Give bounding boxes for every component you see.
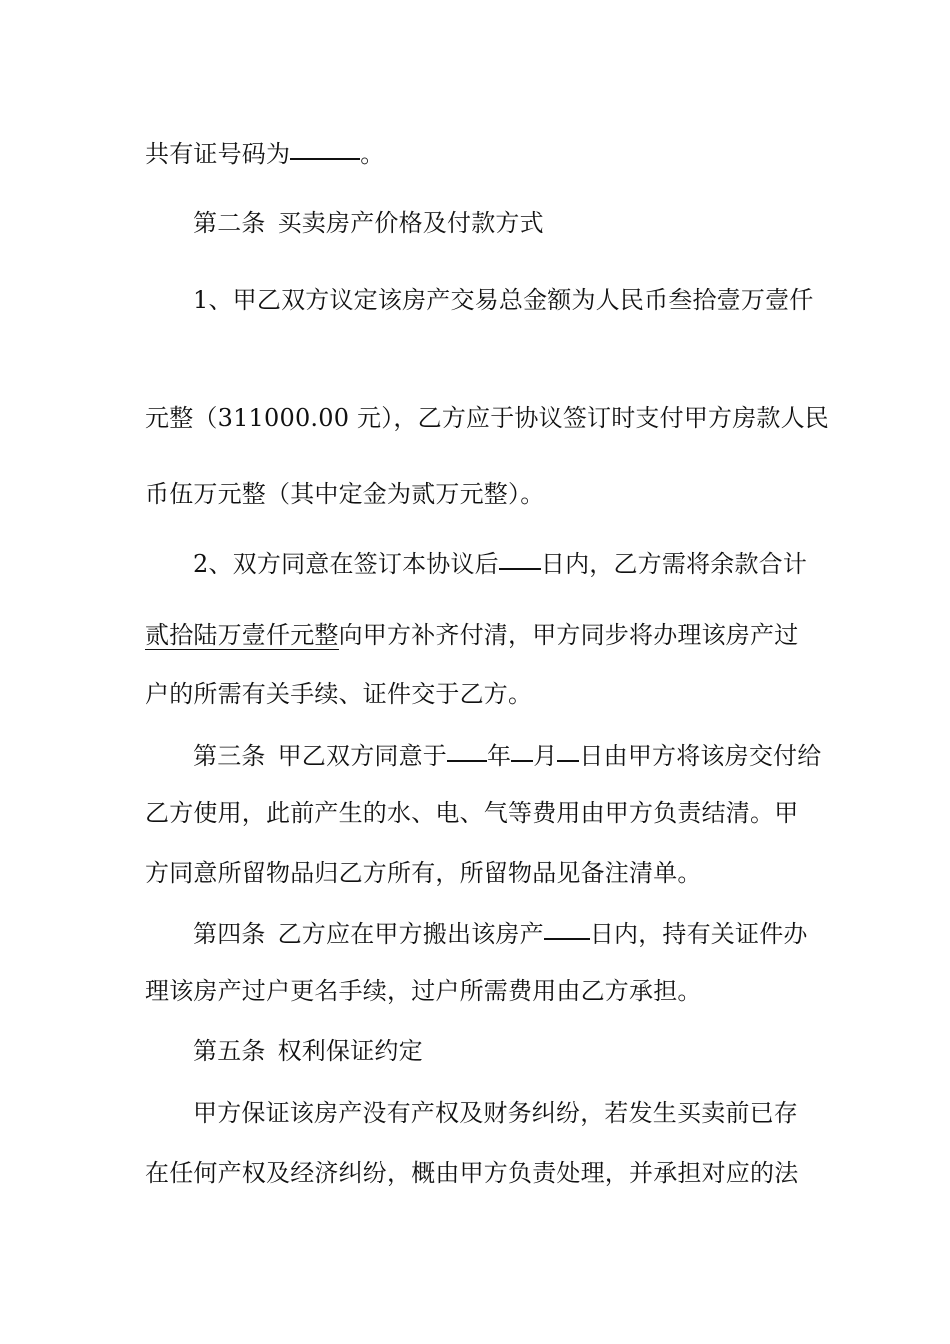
text-segment: 乙方应在甲方搬出该房产 — [277, 920, 544, 948]
text-segment: 1、甲乙双方议定该房产交易总金额为人民币叁拾壹万壹仟 — [193, 286, 814, 314]
text-line — [193, 1097, 810, 1129]
article-title: 权利保证约定 — [277, 1037, 423, 1065]
underlined-amount: 贰拾陆万壹仟元整 — [145, 621, 339, 649]
text-segment: 年 — [487, 742, 512, 770]
text-segment: 乙方使用，此前产生的水、电、气等费用由甲方负责结清。甲 — [145, 799, 799, 827]
article-title: 买卖房产价格及付款方式 — [277, 209, 544, 237]
text-line — [193, 284, 814, 316]
text-segment: 共有证号码为 — [145, 140, 291, 168]
blank-field — [511, 736, 533, 762]
text-line — [145, 136, 810, 170]
text-line — [145, 975, 810, 1007]
text-line — [145, 478, 810, 510]
article-number: 第四条 — [193, 920, 266, 948]
text-segment: 2、双方同意在签订本协议后 — [193, 550, 499, 578]
text-segment: 日由甲方将该房交付给 — [579, 742, 822, 770]
blank-field — [447, 736, 487, 762]
text-line — [145, 1157, 810, 1189]
text-segment: 在任何产权及经济纠纷，概由甲方负责处理，并承担对应的法 — [145, 1159, 799, 1187]
text-segment: 甲乙双方同意于 — [277, 742, 448, 770]
text-segment: 方同意所留物品归乙方所有，所留物品见备注清单。 — [145, 859, 702, 887]
text-line — [145, 857, 810, 889]
article-heading — [193, 916, 810, 950]
text-segment: 理该房产过户更名手续，过户所需费用由乙方承担。 — [145, 977, 702, 1005]
text-segment: 月 — [533, 742, 558, 770]
text-line — [145, 402, 830, 434]
text-segment: 。 — [360, 140, 385, 168]
text-line — [145, 619, 810, 651]
text-segment: 日内，持有关证件办 — [589, 920, 808, 948]
blank-field — [557, 736, 579, 762]
text-segment: 甲方保证该房产没有产权及财务纠纷，若发生买卖前已存 — [193, 1099, 798, 1127]
text-line — [193, 546, 810, 580]
text-line — [145, 678, 810, 710]
blank-field — [290, 134, 360, 160]
text-segment: 日内，乙方需将余款合计 — [540, 550, 808, 578]
article-number: 第五条 — [193, 1037, 266, 1065]
text-segment: 币伍万元整（其中定金为贰万元整）。 — [145, 480, 545, 508]
article-heading — [193, 738, 822, 772]
text-segment: 元整（311000.00 元），乙方应于协议签订时支付甲方房款人民 — [145, 404, 830, 432]
article-number: 第三条 — [193, 742, 266, 770]
blank-field — [499, 544, 541, 570]
text-line — [145, 797, 810, 829]
article-number: 第二条 — [193, 209, 266, 237]
text-segment: 向甲方补齐付清，甲方同步将办理该房产过 — [338, 621, 799, 649]
article-heading — [193, 207, 810, 239]
text-segment: 户的所需有关手续、证件交于乙方。 — [145, 680, 533, 708]
article-heading — [193, 1035, 810, 1067]
blank-field — [544, 914, 590, 940]
